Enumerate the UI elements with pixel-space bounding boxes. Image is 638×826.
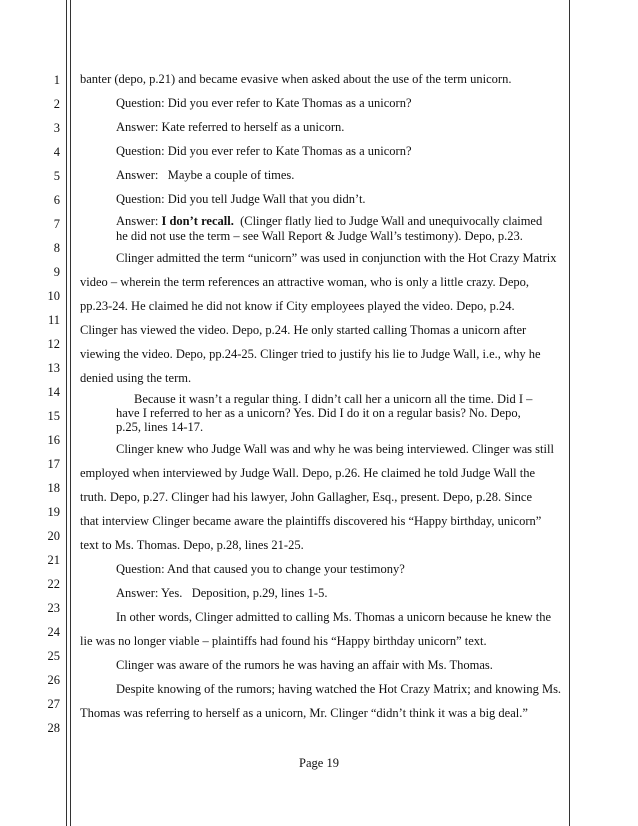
answer-remark: (Clinger flatly lied to Judge Wall and unequivocally claimed [233,214,543,228]
line-number: 18 [47,481,60,495]
line-number: 12 [47,337,60,351]
line-number: 24 [47,625,60,639]
line-number: 20 [47,529,60,543]
body-line: Clinger knew who Judge Wall was and why he was being interviewed. Clinger was still [116,442,554,456]
line-number: 5 [53,169,60,183]
body-line: employed when interviewed by Judge Wall. Depo, p.26. He claimed he told Judge Wall the [80,466,536,480]
body-line: Answer: Kate referred to herself as a unicorn. [116,120,345,134]
line-number: 22 [47,577,60,591]
body-line: Answer: Yes. Deposition, p.29, lines 1-5. [116,586,328,600]
line-number: 14 [47,385,60,399]
line-number: 7 [53,217,60,231]
block-quote-line: p.25, lines 14-17. [116,420,204,434]
body-line: Despite knowing of the rumors; having watched the Hot Crazy Matrix; and knowing Ms. [116,682,562,696]
body-line: lie was no longer viable – plaintiffs had found his “Happy birthday unicorn” text. [80,634,487,648]
line-number: 4 [53,145,60,159]
answer-emphasis: I don’t recall. [161,214,234,228]
line-number: 15 [47,409,60,423]
line-number: 16 [47,433,60,447]
body-line: he did not use the term – see Wall Report & Judge Wall’s testimony). Depo, p.23. [116,229,523,243]
line-number: 2 [53,97,60,111]
block-quote-line: Because it wasn’t a regular thing. I didn’t call her a unicorn all the time. Did I – [134,392,533,406]
body-line: Question: Did you ever refer to Kate Thomas as a unicorn? [116,144,412,158]
line-number: 23 [47,601,60,615]
line-number: 1 [53,73,60,87]
body-line: viewing the video. Depo, pp.24-25. Clinger tried to justify his lie to Judge Wall, i.e., why he [80,347,541,361]
body-line: banter (depo, p.21) and became evasive when asked about the use of the term unicorn. [80,72,512,86]
left-margin-rule-outer [66,0,67,826]
body-line: Clinger has viewed the video. Depo, p.24. He only started calling Thomas a unicorn after [80,323,527,337]
block-quote-line: have I referred to her as a unicorn? Yes. Did I do it on a regular basis? No. Depo, [116,406,521,420]
line-number: 8 [53,241,60,255]
body-line: Thomas was referring to herself as a unicorn, Mr. Clinger “didn’t think it was a big deal.” [80,706,528,720]
line-number: 3 [53,121,60,135]
body-line: Question: And that caused you to change your testimony? [116,562,405,576]
line-number: 6 [53,193,60,207]
body-line-answer [116,214,542,229]
line-number: 10 [47,289,60,303]
page-number: Page 19 [299,756,339,770]
line-number: 26 [47,673,60,687]
line-number: 25 [47,649,60,663]
body-line: Question: Did you ever refer to Kate Thomas as a unicorn? [116,96,412,110]
right-margin-rule [569,0,570,826]
line-number: 13 [47,361,60,375]
line-number: 9 [53,265,60,279]
body-line: denied using the term. [80,371,192,385]
line-number: 19 [47,505,60,519]
body-line: Question: Did you tell Judge Wall that you didn’t. [116,192,366,206]
line-number: 28 [47,721,60,735]
body-line: pp.23-24. He claimed he did not know if City employees played the video. Depo, p.24. [80,299,515,313]
left-margin-rule-inner [70,0,71,826]
body-line: text to Ms. Thomas. Depo, p.28, lines 21-25. [80,538,304,552]
line-number: 21 [47,553,60,567]
answer-prefix: Answer: [116,214,162,228]
body-line: that interview Clinger became aware the plaintiffs discovered his “Happy birthday, unicorn” [80,514,542,528]
line-number: 17 [47,457,60,471]
body-line: In other words, Clinger admitted to calling Ms. Thomas a unicorn because he knew the [116,610,552,624]
body-line: Answer: Maybe a couple of times. [116,168,295,182]
line-number: 11 [47,313,60,327]
body-line: Clinger was aware of the rumors he was having an affair with Ms. Thomas. [116,658,493,672]
line-number: 27 [47,697,60,711]
body-line: Clinger admitted the term “unicorn” was used in conjunction with the Hot Crazy Matrix [116,251,557,265]
body-line: video – wherein the term references an attractive woman, who is only a little crazy. Depo, [80,275,530,289]
body-line: truth. Depo, p.27. Clinger had his lawyer, John Gallagher, Esq., present. Depo, p.28. Since [80,490,533,504]
